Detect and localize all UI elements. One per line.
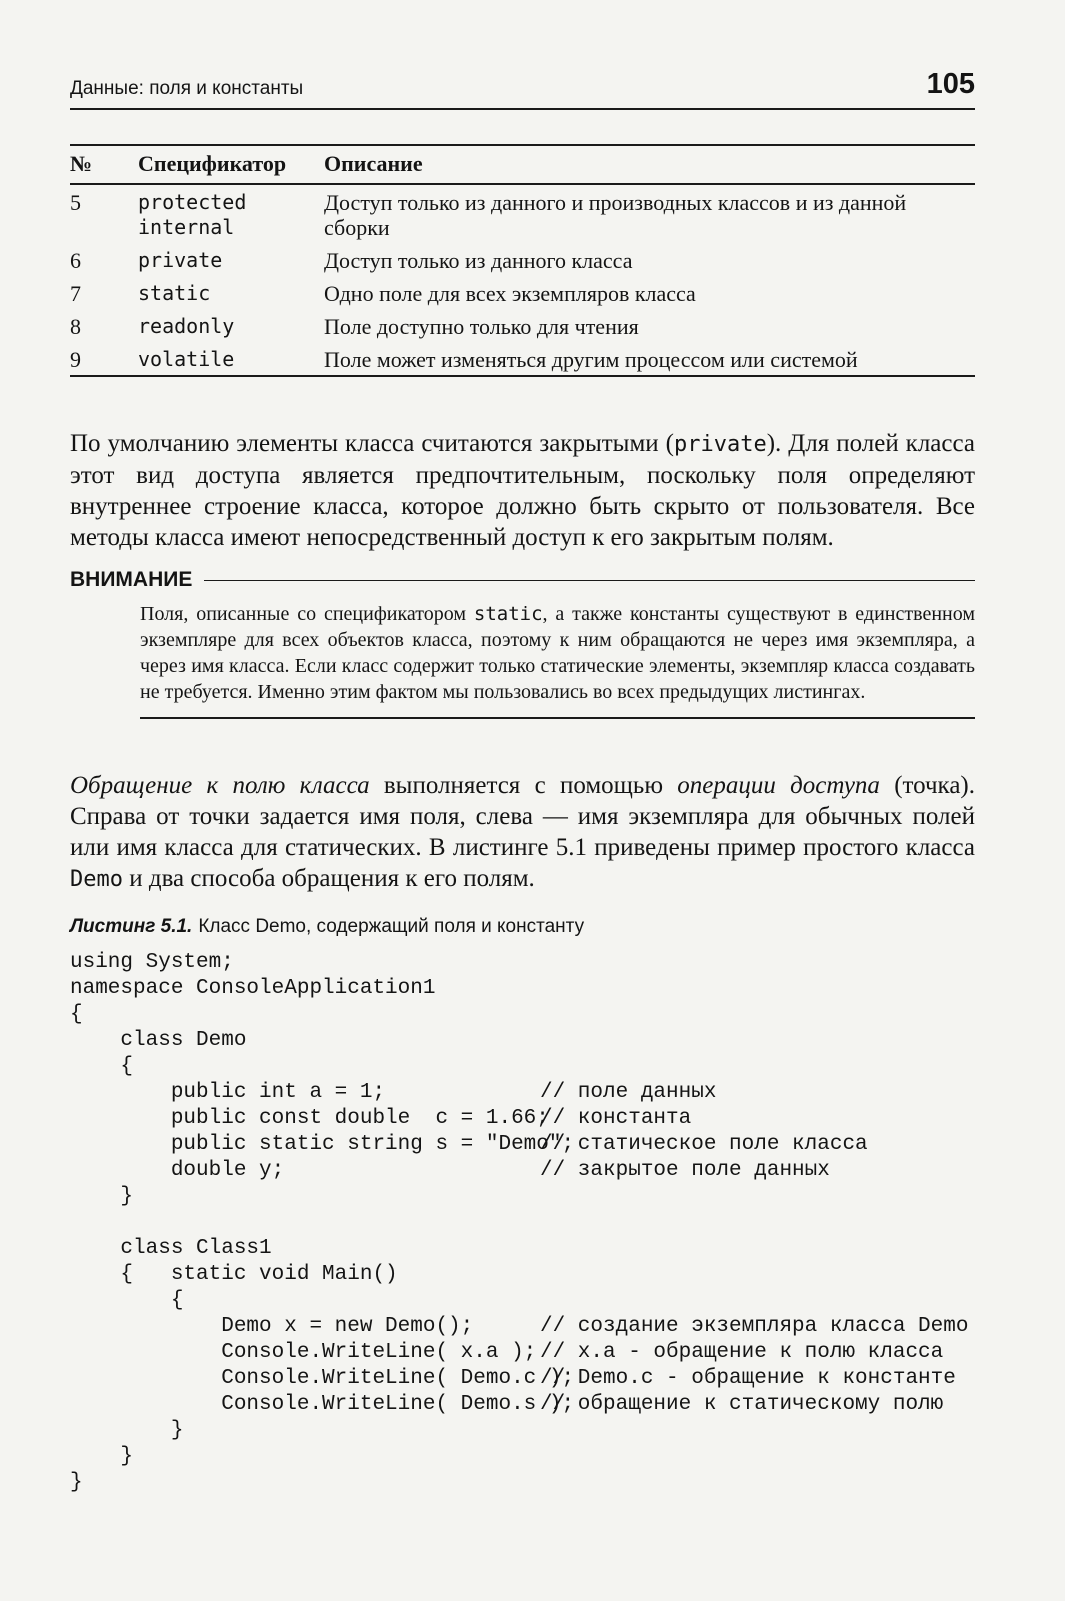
row-specifier: volatile (138, 347, 235, 371)
inline-code: static (473, 603, 543, 625)
paragraph-text: (точка). Справа от точки задается имя поля, слева — имя экземпляра для обычных полей или имя класса для статических. В листинге 5.1 приведены пример простого класса (70, 772, 975, 861)
note-label: ВНИМАНИЕ (70, 568, 193, 591)
row-number: 6 (70, 248, 81, 273)
note-rule (204, 580, 975, 581)
emphasis-term: операции доступа (677, 772, 880, 799)
listing-label: Листинг 5.1. (70, 916, 193, 937)
column-header-specifier: Спецификатор (138, 151, 287, 176)
row-specifier: static (138, 281, 211, 305)
code-text: } (70, 1471, 83, 1494)
code-line (70, 1158, 830, 1184)
code-line (70, 1002, 574, 1028)
code-text: { (70, 1055, 134, 1078)
table-header-row (70, 145, 975, 184)
row-number: 5 (70, 190, 81, 215)
inline-code: private (673, 432, 767, 457)
code-text: public static string s = "Demo"; (70, 1133, 575, 1156)
code-comment: // создание экземпляра класса Demo (540, 1315, 969, 1338)
specifier-table (70, 144, 975, 377)
row-number: 9 (70, 347, 81, 372)
table-row (70, 309, 975, 342)
code-line (70, 1366, 956, 1392)
code-line (70, 1340, 944, 1366)
body-paragraph (70, 428, 975, 553)
row-number: 7 (70, 281, 81, 306)
code-text: Console.WriteLine( Demo.s ); (70, 1393, 575, 1416)
code-line (70, 1054, 574, 1080)
code-text: double y; (70, 1159, 285, 1182)
table-row (70, 184, 975, 243)
code-text: } (70, 1445, 134, 1468)
page-number: 105 (926, 68, 975, 100)
column-header-description: Описание (324, 151, 423, 176)
note-bottom-rule (140, 717, 975, 719)
paragraph-text: выполняется с помощью (369, 772, 678, 799)
code-comment: // Demo.c - обращение к константе (540, 1367, 956, 1390)
paragraph-text: ). Для полей класса этот вид доступа является предпочтительным, поскольку поля определяют внутреннее строение класса, которое должно быть скрыто от пользователя. Все методы класса имеют непосредственный доступ к его закрытым полям. (70, 430, 975, 551)
row-description: Одно поле для всех экземпляров класса (324, 281, 696, 306)
code-comment: // закрытое поле данных (540, 1159, 830, 1182)
code-listing (70, 950, 969, 1496)
table-row (70, 243, 975, 276)
code-text: using System; (70, 951, 234, 974)
code-line (70, 1106, 692, 1132)
code-line (70, 950, 574, 976)
code-text: public const double c = 1.66; (70, 1107, 549, 1130)
code-comment: // константа (540, 1107, 692, 1130)
code-line (70, 1028, 574, 1054)
code-text: class Demo (70, 1029, 247, 1052)
code-text: namespace ConsoleApplication1 (70, 977, 436, 1000)
code-line (70, 1210, 574, 1236)
code-comment: // поле данных (540, 1081, 717, 1104)
code-line (70, 1444, 574, 1470)
note-header (70, 565, 975, 595)
code-text: { (70, 1003, 83, 1026)
code-text: class Class1 (70, 1237, 272, 1260)
code-text: } (70, 1419, 184, 1442)
code-text: Demo x = new Demo(); (70, 1315, 474, 1338)
code-comment: // обращение к статическому полю (540, 1393, 944, 1416)
code-line (70, 1236, 574, 1262)
code-comment: // статическое поле класса (540, 1133, 868, 1156)
code-comment: // x.a - обращение к полю класса (540, 1341, 944, 1364)
listing-caption (70, 916, 584, 938)
code-line (70, 1080, 717, 1106)
code-text: { static void Main() (70, 1263, 398, 1286)
table-row (70, 342, 975, 376)
chapter-title: Данные: поля и константы (70, 78, 304, 99)
code-text: Console.WriteLine( Demo.c ); (70, 1367, 575, 1390)
emphasis-term: Обращение к полю класса (70, 772, 370, 799)
paragraph-text: и два способа обращения к его полям. (122, 865, 535, 892)
row-description: Поле может изменяться другим процессом или системой (324, 347, 858, 372)
code-text: Console.WriteLine( x.a ); (70, 1341, 537, 1364)
code-line (70, 1392, 944, 1418)
row-description: Поле доступно только для чтения (324, 314, 639, 339)
row-specifier: protected internal (138, 190, 247, 239)
code-text: { (70, 1289, 184, 1312)
code-line (70, 1314, 969, 1340)
row-number: 8 (70, 314, 81, 339)
column-header-number: № (70, 151, 93, 176)
code-line (70, 1288, 574, 1314)
row-specifier: private (138, 248, 223, 272)
code-line (70, 1418, 574, 1444)
code-line (70, 1262, 574, 1288)
code-line (70, 1470, 574, 1496)
body-paragraph (70, 770, 975, 895)
row-specifier: readonly (138, 314, 235, 338)
code-line (70, 1184, 574, 1210)
row-description: Доступ только из данного класса (324, 248, 633, 273)
note-body (140, 601, 975, 705)
note-text: Поля, описанные со спецификатором (140, 603, 474, 625)
attention-note (70, 565, 975, 719)
code-line (70, 976, 574, 1002)
inline-code: Demo (70, 867, 123, 892)
code-line (70, 1132, 868, 1158)
code-text: } (70, 1185, 134, 1208)
code-text: public int a = 1; (70, 1081, 386, 1104)
running-head (70, 68, 975, 110)
paragraph-text: По умолчанию элементы класса считаются закрытыми ( (70, 430, 674, 457)
listing-title: Класс Demo, содержащий поля и константу (198, 916, 585, 937)
table-row (70, 276, 975, 309)
row-description: Доступ только из данного и производных классов и из данной сборки (324, 190, 907, 240)
note-text: , а также константы существуют в единственном экземпляре для всех объектов класса, поэтому к ним обращаются не через имя экземпляра, а через имя класса. Если класс содержит только статические элементы, экземпляр класса создавать не требуется. Именно этим фактом мы пользовались во всех предыдущих листингах. (140, 603, 976, 703)
